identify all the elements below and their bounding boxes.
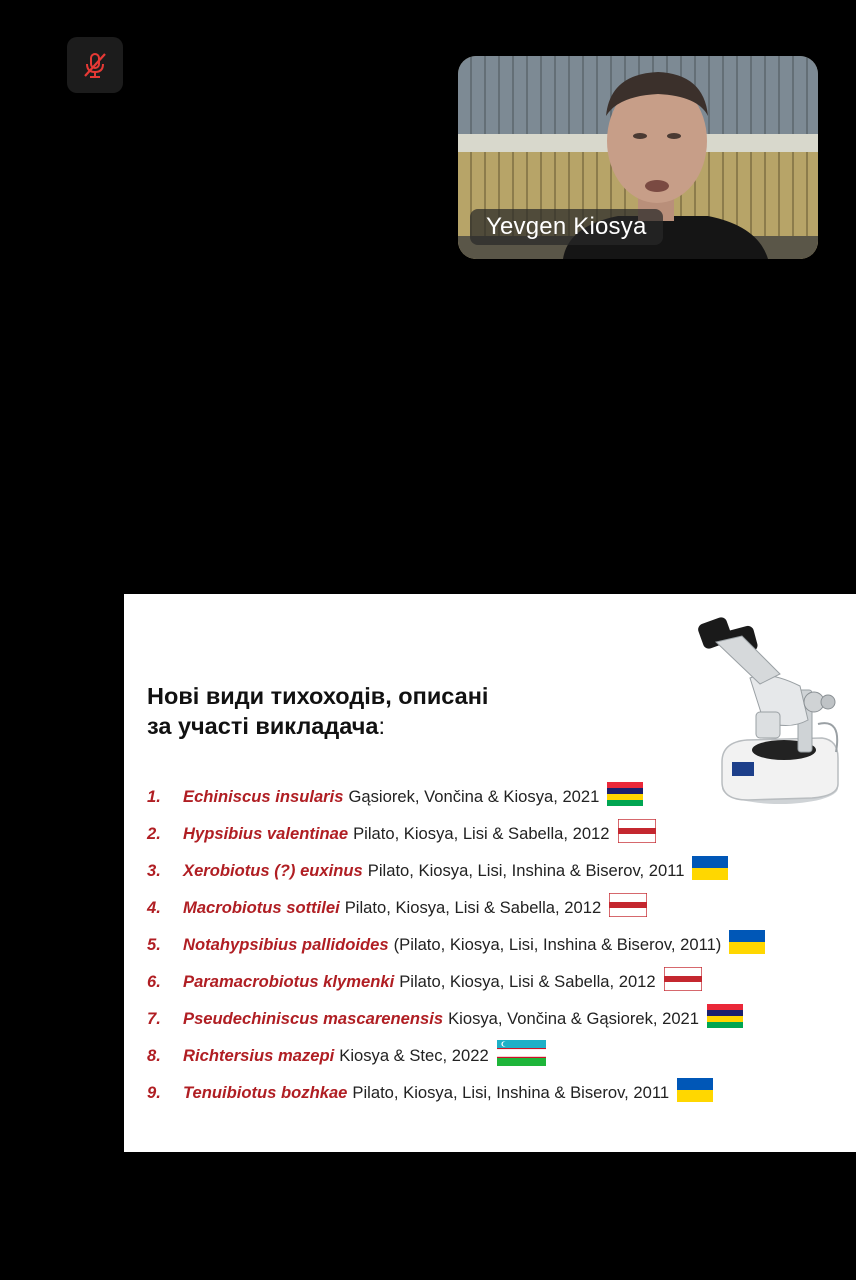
ukraine-flag-icon <box>692 856 728 885</box>
species-number: 9. <box>147 1082 161 1102</box>
shared-slide <box>124 594 856 1152</box>
species-name: Hypsibius valentinae <box>183 823 349 843</box>
species-number: 3. <box>147 860 161 880</box>
mauritius-flag-icon <box>707 1004 743 1033</box>
species-item <box>147 926 847 963</box>
species-name: Notahypsibius pallidoides <box>183 934 389 954</box>
species-authors: Pilato, Kiosya, Lisi & Sabella, 2012 <box>353 823 610 843</box>
species-name: Xerobiotus (?) euxinus <box>183 860 363 880</box>
species-name: Paramacrobiotus klymenki <box>183 971 395 991</box>
species-authors: Pilato, Kiosya, Lisi & Sabella, 2012 <box>399 971 656 991</box>
species-authors: Kiosya, Vončina & Gąsiorek, 2021 <box>448 1008 700 1028</box>
species-number: 2. <box>147 823 161 843</box>
species-authors: Kiosya & Stec, 2022 <box>339 1045 489 1065</box>
species-authors: Pilato, Kiosya, Lisi, Inshina & Biserov, 2011 <box>367 860 685 880</box>
ukraine-flag-icon <box>677 1078 713 1107</box>
species-authors: Pilato, Kiosya, Lisi, Inshina & Biserov, 2011 <box>352 1082 670 1102</box>
species-authors: Pilato, Kiosya, Lisi & Sabella, 2012 <box>344 897 602 917</box>
species-item <box>147 889 847 926</box>
species-name: Tenuibiotus bozhkae <box>183 1082 348 1102</box>
species-number: 5. <box>147 934 161 954</box>
species-item <box>147 1074 847 1111</box>
slide-title-line1: Нові види тихоходів, описані <box>147 683 489 709</box>
species-number: 8. <box>147 1045 161 1065</box>
species-item <box>147 1000 847 1037</box>
slide-title-colon: : <box>378 713 385 739</box>
species-item <box>147 815 847 852</box>
slide-title <box>147 681 707 741</box>
species-number: 7. <box>147 1008 161 1028</box>
species-name: Richtersius mazepi <box>183 1045 335 1065</box>
species-authors: Gąsiorek, Vončina & Kiosya, 2021 <box>348 786 600 806</box>
belarus-flag-icon <box>609 893 647 922</box>
species-list <box>147 778 847 1111</box>
species-item <box>147 852 847 889</box>
species-name: Macrobiotus sottilei <box>183 897 340 917</box>
species-authors: (Pilato, Kiosya, Lisi, Inshina & Biserov, 2011) <box>393 934 722 954</box>
mauritius-flag-icon <box>607 782 643 811</box>
belarus-flag-icon <box>664 967 702 996</box>
belarus-flag-icon <box>618 819 656 848</box>
species-number: 1. <box>147 786 161 806</box>
species-name: Echiniscus insularis <box>183 786 344 806</box>
participant-name-label: Yevgen Kiosya <box>470 209 663 245</box>
mic-off-icon <box>79 49 111 81</box>
mute-button[interactable] <box>67 37 123 93</box>
species-item <box>147 963 847 1000</box>
species-item <box>147 778 847 815</box>
participant-video-tile[interactable] <box>458 56 818 259</box>
ukraine-flag-icon <box>729 930 765 959</box>
species-name: Pseudechiniscus mascarenensis <box>183 1008 444 1028</box>
uzbekistan-flag-icon <box>497 1040 546 1071</box>
slide-title-line2: за участі викладача <box>147 713 379 739</box>
species-number: 6. <box>147 971 161 991</box>
species-item <box>147 1037 847 1074</box>
species-number: 4. <box>147 897 161 917</box>
